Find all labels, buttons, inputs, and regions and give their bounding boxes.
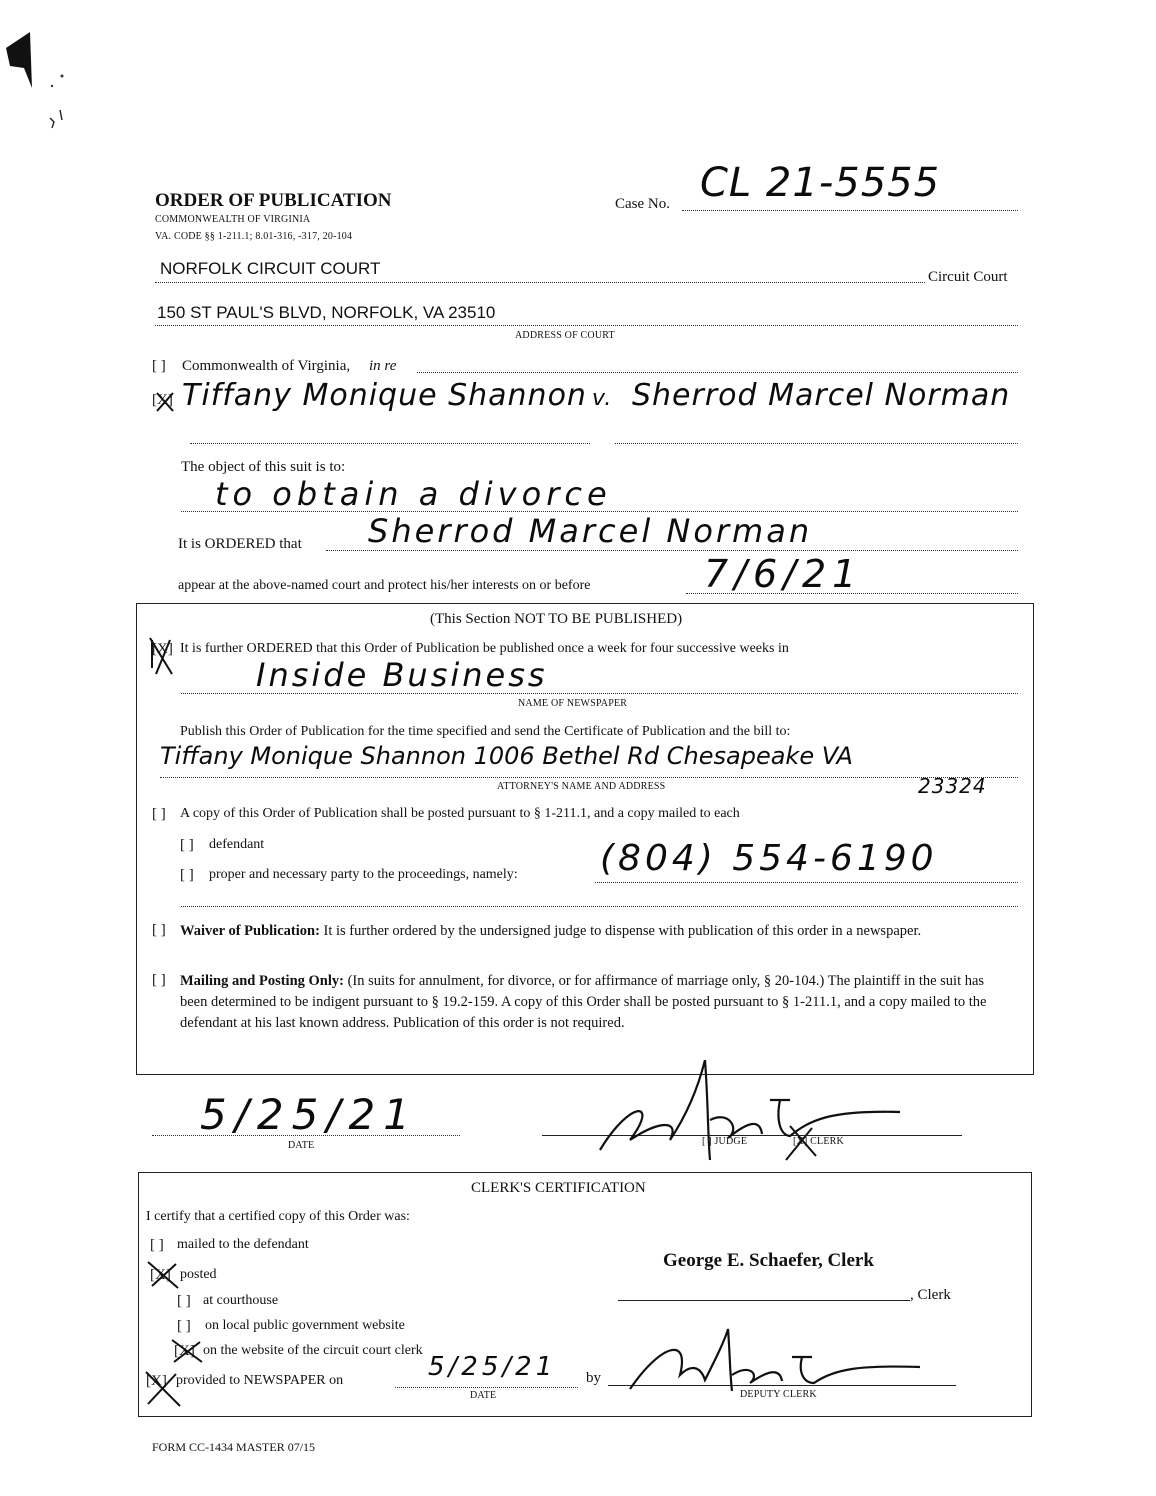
attorney-name-address: Tiffany Monique Shannon 1006 Bethel Rd Chesapeake VA [160, 742, 853, 770]
court-address: 150 ST PAUL'S BLVD, NORFOLK, VA 23510 [157, 303, 496, 322]
courthouse-checkbox[interactable]: [ ] [177, 1293, 191, 1309]
clerk-name: George E. Schaefer, Clerk [663, 1250, 874, 1271]
form-number: FORM CC-1434 MASTER 07/15 [152, 1440, 316, 1454]
copy-checkbox[interactable]: [ ] [152, 806, 166, 822]
courthouse-label: at courthouse [203, 1293, 279, 1308]
provided-date: 5/25/21 [428, 1352, 557, 1382]
defendant-name: Sherrod Marcel Norman [632, 378, 1011, 413]
versus-label: v. [592, 386, 613, 411]
deputy-clerk-label: DEPUTY CLERK [740, 1389, 817, 1400]
by-label: by [586, 1370, 601, 1386]
object-value: to obtain a divorce [215, 475, 612, 513]
posted-checkbox[interactable]: [X] [150, 1267, 171, 1283]
provided-date-line [395, 1387, 578, 1388]
defendant-label: defendant [209, 837, 265, 852]
ordered-label: It is ORDERED that [178, 536, 302, 552]
further-checkbox[interactable]: [X] [152, 641, 173, 657]
posted-label: posted [180, 1267, 217, 1282]
clerk-website-checkbox[interactable]: [X] [174, 1343, 195, 1359]
certification-heading: CLERK'S CERTIFICATION [471, 1180, 646, 1196]
appear-date: 7/6/21 [704, 552, 863, 596]
plaintiff-name: Tiffany Monique Shannon [182, 378, 587, 413]
section-heading: (This Section NOT TO BE PUBLISHED) [430, 611, 683, 627]
object-label: The object of this suit is to: [181, 459, 346, 475]
local-website-checkbox[interactable]: [ ] [177, 1318, 191, 1334]
court-name: NORFOLK CIRCUIT COURT [160, 259, 381, 278]
mailing-heading: Mailing and Posting Only: [180, 973, 344, 989]
waiver-heading: Waiver of Publication: [180, 923, 320, 939]
clerk-name-line [618, 1300, 910, 1301]
newspaper-label: NAME OF NEWSPAPER [518, 698, 628, 709]
mailed-label: mailed to the defendant [177, 1237, 309, 1252]
circuit-court-label: Circuit Court [928, 269, 1008, 285]
attorney-zip: 23324 [918, 774, 987, 798]
local-website-label: on local public government website [205, 1318, 405, 1333]
appear-text: appear at the above-named court and protect his/her interests on or before [178, 578, 591, 593]
attorney-label: ATTORNEY'S NAME AND ADDRESS [497, 781, 666, 792]
order-date-label: DATE [288, 1140, 315, 1151]
newspaper-name: Inside Business [256, 656, 548, 694]
mailing-text: (In suits for annulment, for divorce, or for affirmance of marriage only, § 20-104.) The plaintiff in the suit has been determined to be indigent pursuant to § 19.2-159. A copy of this Order shall be posted pursuant to § 1-211.1, and a copy mailed to the defendant at his last known address. Publication of this order is not required. [180, 973, 987, 1031]
code-reference: VA. CODE §§ 1-211.1; 8.01-316, -317, 20-104 [155, 231, 353, 242]
waiver-checkbox[interactable]: [ ] [152, 922, 166, 938]
proper-party-label: proper and necessary party to the proceedings, namely: [209, 867, 518, 882]
clerk-label: [X] CLERK [793, 1136, 844, 1147]
case-no-label: Case No. [615, 196, 670, 212]
form-title: ORDER OF PUBLICATION [155, 190, 392, 211]
clerk-signature [590, 1060, 910, 1170]
mailed-checkbox[interactable]: [ ] [150, 1237, 164, 1253]
commonwealth-checkbox[interactable]: [ ] [152, 358, 166, 374]
defendant-checkbox[interactable]: [ ] [180, 837, 194, 853]
form-subtitle: COMMONWEALTH OF VIRGINIA [155, 214, 311, 225]
clerk-suffix: , Clerk [910, 1287, 951, 1303]
commonwealth-label: Commonwealth of Virginia, [182, 358, 351, 374]
newspaper-provided-checkbox[interactable]: [X] [146, 1373, 167, 1389]
further-text: It is further ORDERED that this Order of Publication be published once a week for four successive weeks in [180, 641, 789, 656]
party-checkbox[interactable]: [X] [152, 392, 173, 408]
provided-date-label: DATE [470, 1390, 497, 1401]
judge-label: [ ] JUDGE [702, 1136, 748, 1147]
phone-number: (804) 554-6190 [600, 838, 938, 879]
in-re-label: in re [369, 358, 397, 374]
publish-text: Publish this Order of Publication for the time specified and send the Certificate of Publication and the bill to: [180, 724, 791, 739]
case-number: CL 21-5555 [700, 160, 941, 206]
waiver-text: It is further ordered by the undersigned judge to dispense with publication of this order in a newspaper. [323, 923, 922, 939]
copy-text: A copy of this Order of Publication shall be posted pursuant to § 1-211.1, and a copy mailed to each [180, 806, 740, 821]
address-of-court-label: ADDRESS OF COURT [515, 330, 615, 341]
order-date-line [152, 1135, 460, 1136]
clerk-website-label: on the website of the circuit court clerk [203, 1343, 423, 1358]
mailing-checkbox[interactable]: [ ] [152, 972, 166, 988]
ordered-party: Sherrod Marcel Norman [368, 512, 813, 550]
proper-party-checkbox[interactable]: [ ] [180, 867, 194, 883]
certification-intro: I certify that a certified copy of this Order was: [146, 1209, 410, 1224]
newspaper-provided-label: provided to NEWSPAPER on [176, 1373, 344, 1388]
order-date: 5/25/21 [200, 1090, 418, 1139]
